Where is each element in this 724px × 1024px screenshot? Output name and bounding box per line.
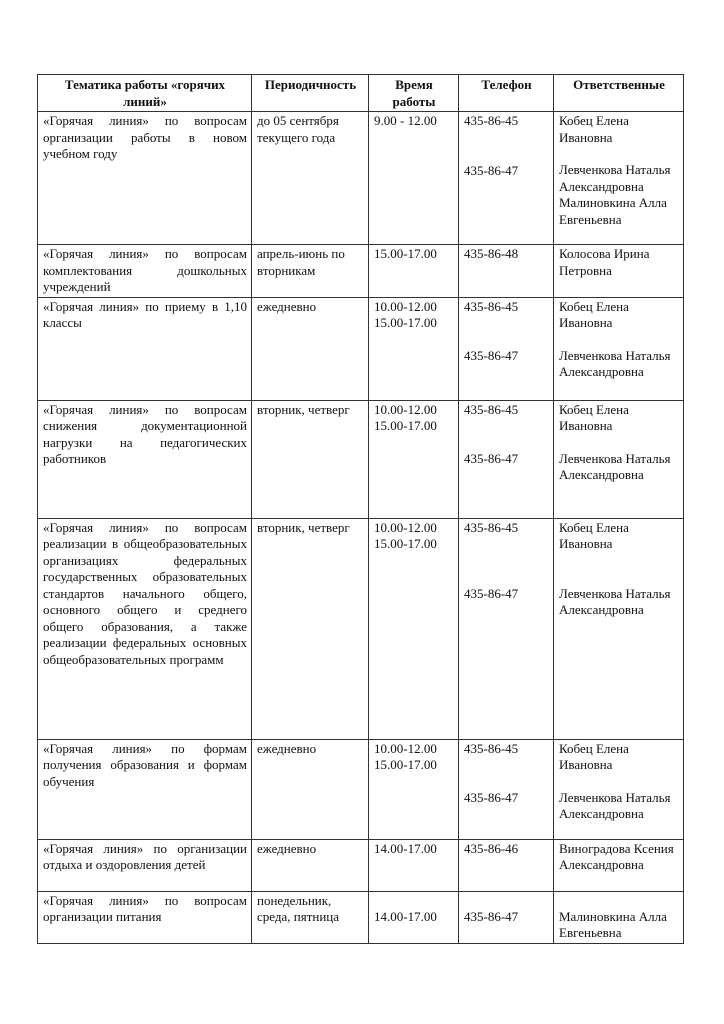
responsible-cell (554, 518, 684, 739)
topic-cell: «Горячая линия» по формам получения образования и формам обучения (38, 739, 252, 839)
topic-cell: «Горячая линия» по вопросам комплектования дошкольных учреждений (38, 245, 252, 298)
time-cell (369, 245, 459, 298)
table-row (38, 112, 684, 245)
phone-value: 435-86-45 (464, 298, 519, 314)
topic-cell: «Горячая линия» по приему в 1,10 классы (38, 297, 252, 400)
time-cell (369, 739, 459, 839)
time-cell (369, 518, 459, 739)
phone-value: 435-86-45 (464, 519, 519, 535)
period-cell: ежедневно (252, 839, 369, 891)
responsible-cell (554, 739, 684, 839)
time-value: 15.00-17.00 (374, 418, 437, 433)
period-cell: вторник, четверг (252, 518, 369, 739)
header-phone: Телефон (459, 75, 554, 112)
responsible-person: Кобец Елена Ивановна (559, 740, 633, 772)
phone-cell (459, 891, 554, 943)
phone-cell (459, 739, 554, 839)
responsible-person: Кобец Елена Ивановна (559, 298, 633, 330)
responsible-person: Кобец Елена Ивановна (559, 519, 633, 551)
time-cell (369, 839, 459, 891)
responsible-person: Виноградова Ксения Александровна (559, 840, 677, 872)
phone-cell (459, 245, 554, 298)
phone-cell (459, 112, 554, 245)
phone-cell (459, 839, 554, 891)
responsible-person: Кобец Елена Ивановна (559, 401, 633, 433)
time-cell (369, 112, 459, 245)
phone-value: 435-86-45 (464, 401, 519, 417)
phone-cell (459, 400, 554, 518)
phone-value: 435-86-47 (464, 908, 519, 924)
time-value: 10.00-12.00 (374, 740, 437, 756)
responsible-cell (554, 839, 684, 891)
responsible-cell (554, 400, 684, 518)
phone-value: 435-86-47 (464, 451, 519, 466)
period-cell: до 05 сентября текущего года (252, 112, 369, 245)
phone-value: 435-86-47 (464, 162, 519, 178)
table-row (38, 891, 684, 943)
time-cell (369, 400, 459, 518)
phone-value: 435-86-47 (464, 790, 519, 805)
table-row (38, 739, 684, 839)
responsible-person: Левченкова Наталья Александровна (559, 450, 674, 482)
time-value: 15.00-17.00 (374, 757, 437, 772)
table-row (38, 400, 684, 518)
header-time: Время работы (369, 75, 459, 112)
period-cell: апрель-июнь по вторникам (252, 245, 369, 298)
hotlines-table (37, 74, 684, 944)
phone-value: 435-86-48 (464, 246, 519, 261)
responsible-cell (554, 297, 684, 400)
responsible-cell (554, 112, 684, 245)
table-row (38, 518, 684, 739)
header-period: Периодичность (252, 75, 369, 112)
header-responsible: Ответственные (554, 75, 684, 112)
responsible-person: Левченкова Наталья Александровна (559, 585, 674, 617)
phone-value: 435-86-45 (464, 113, 519, 128)
time-value: 10.00-12.00 (374, 519, 437, 535)
responsible-person: Малиновкина Алла Евгеньевна (559, 908, 671, 940)
table-row (38, 245, 684, 298)
period-cell: вторник, четверг (252, 400, 369, 518)
responsible-cell (554, 245, 684, 298)
topic-cell: «Горячая линия» по организации отдыха и оздоровления детей (38, 839, 252, 891)
responsible-person: Колосова Ирина Петровна (559, 246, 653, 278)
responsible-person: Левченкова Наталья Александровна (559, 789, 674, 821)
period-cell: ежедневно (252, 739, 369, 839)
topic-cell: «Горячая линия» по вопросам организации питания (38, 891, 252, 943)
table-row (38, 297, 684, 400)
time-value: 14.00-17.00 (374, 840, 437, 856)
topic-cell: «Горячая линия» по вопросам реализации в общеобразовательных организациях федеральных государственных образовательных стандартов начального общего, основного общего и среднего общего образования, а также реализации федеральных основных общеобразовательных программ (38, 518, 252, 739)
topic-cell: «Горячая линия» по вопросам снижения документационной нагрузки на педагогических работников (38, 400, 252, 518)
time-value: 15.00-17.00 (374, 315, 437, 330)
responsible-cell (554, 891, 684, 943)
time-value: 10.00-12.00 (374, 401, 437, 417)
responsible-person: Левченкова Наталья Александровна (559, 162, 674, 194)
time-cell (369, 297, 459, 400)
period-cell: понедельник, среда, пятница (252, 891, 369, 943)
phone-value: 435-86-46 (464, 840, 519, 856)
time-value: 10.00-12.00 (374, 298, 437, 314)
topic-cell: «Горячая линия» по вопросам организации работы в новом учебном году (38, 112, 252, 245)
table-header-row (38, 75, 684, 112)
header-topic: Тематика работы «горячих линий» (38, 75, 252, 112)
table-row (38, 839, 684, 891)
time-value: 15.00-17.00 (374, 536, 437, 551)
time-value: 14.00-17.00 (374, 908, 437, 924)
phone-cell (459, 518, 554, 739)
phone-value: 435-86-47 (464, 586, 519, 601)
responsible-person: Малиновкина Алла Евгеньевна (559, 195, 671, 227)
period-cell: ежедневно (252, 297, 369, 400)
phone-value: 435-86-47 (464, 348, 519, 363)
responsible-person: Левченкова Наталья Александровна (559, 347, 674, 379)
phone-value: 435-86-45 (464, 740, 519, 756)
responsible-person: Кобец Елена Ивановна (559, 113, 633, 145)
time-cell (369, 891, 459, 943)
phone-cell (459, 297, 554, 400)
time-value: 15.00-17.00 (374, 246, 437, 261)
time-value: 9.00 - 12.00 (374, 113, 437, 128)
